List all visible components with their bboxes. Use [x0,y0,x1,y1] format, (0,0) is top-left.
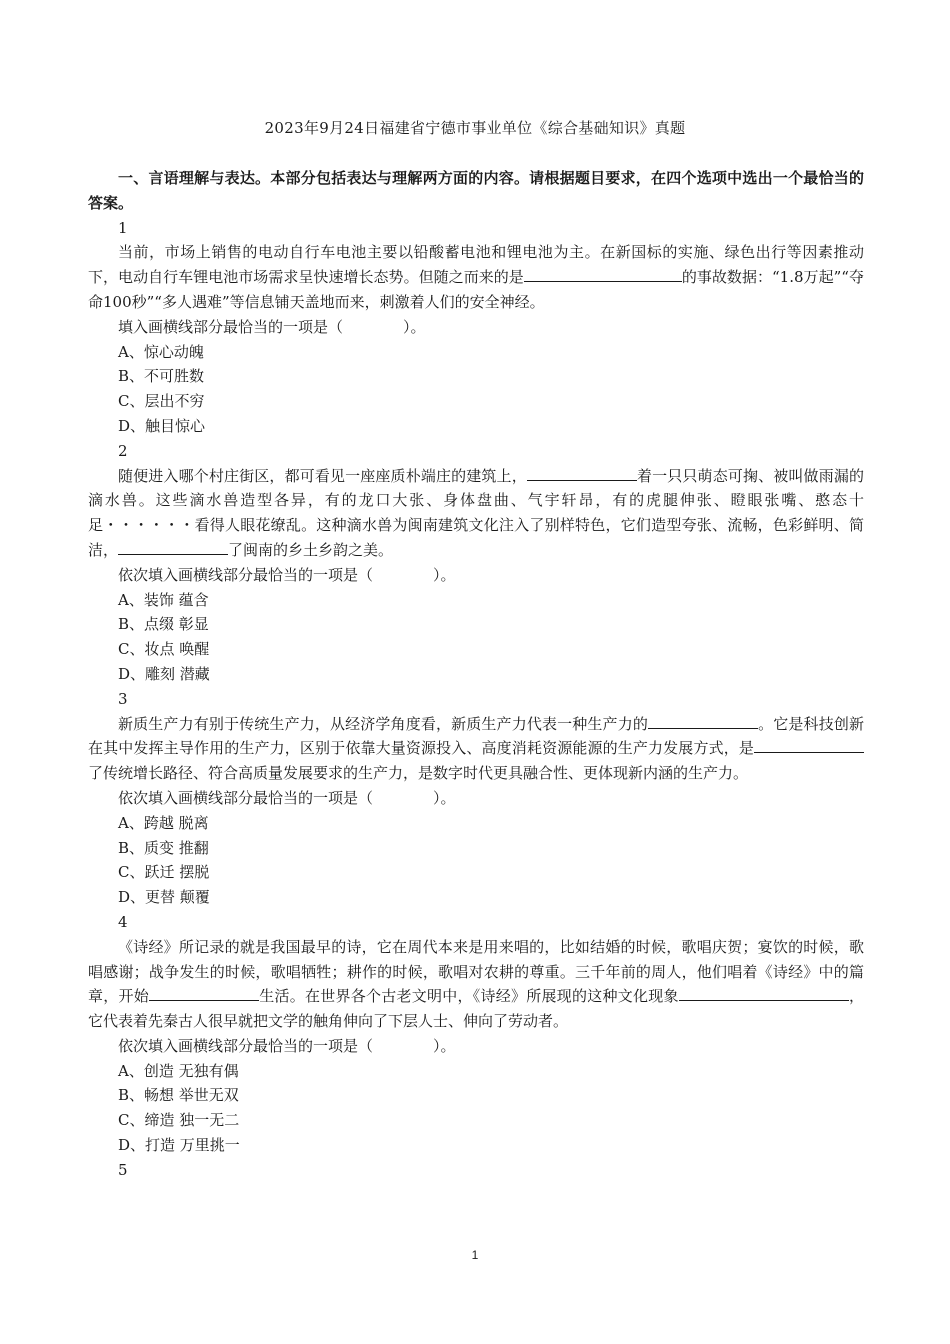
question-1-number: 1 [118,218,128,237]
document-body [88,166,864,1183]
question-2-option-b: B、点缀 彰显 [118,615,209,634]
question-3-option-c: C、跃迁 摆脱 [118,863,210,882]
question-4-prompt: 依次填入画横线部分最恰当的一项是（ ）。 [118,1036,456,1055]
question-2-option-d: D、雕刻 潜藏 [118,664,210,683]
question-2-stem-part-a: 随便进入哪个村庄街区，都可看见一座座质朴端庄的建筑上， [118,466,527,485]
question-3-option-b: B、质变 推翻 [118,838,209,857]
question-4-option-a: A、创造 无独有偶 [118,1061,239,1080]
question-4-blank-2 [679,984,849,1001]
question-3-stem-part-c: 了传统增长路径、符合高质量发展要求的生产力，是数字时代更具融合性、更体现新内涵的生产力。 [88,764,749,783]
question-2-stem [88,464,864,563]
question-1-stem-part-b: 的事故数据：“1.8万起”“夺命100秒”“多人遇难”等信息铺天盖地而来，刺激着人们的安全神经。 [88,268,864,311]
question-3-blank-1 [648,712,758,729]
question-1-blank [524,265,682,282]
question-3-prompt: 依次填入画横线部分最恰当的一项是（ ）。 [118,788,456,807]
question-1-stem-part-a: 当前，市场上销售的电动自行车电池主要以铅酸蓄电池和锂电池为主。在新国标的实施、绿色出行等因素推动下，电动自行车锂电池市场需求呈快速增长态势。但随之而来的是 [88,243,864,287]
question-2-option-a: A、装饰 蕴含 [118,590,209,609]
question-1-option-a: A、惊心动魄 [118,342,204,361]
question-2-stem-part-b: 着一只只萌态可掬、被叫做雨漏的滴水兽。这些滴水兽造型各异，有的龙口大张、身体盘曲、气宇轩昂，有的虎腿伸张、瞪眼张嘴、憨态十足・・・・・・看得人眼花缭乱。这种滴水兽为闽南建筑文化注入了别样特色，它们造型夸张、流畅，色彩鲜明、简洁， [88,466,864,559]
question-3-stem [88,712,864,786]
question-3-number: 3 [118,689,128,708]
question-3-stem-part-a: 新质生产力有别于传统生产力，从经济学角度看，新质生产力代表一种生产力的 [118,714,648,733]
question-2-prompt: 依次填入画横线部分最恰当的一项是（ ）。 [118,565,456,584]
question-4-stem-part-b: 生活。在世界各个古老文明中，《诗经》所展现的这种文化现象 [259,987,679,1006]
document-title: 2023年9月24日福建省宁德市事业单位《综合基础知识》真题 [264,119,686,137]
question-3-blank-2 [754,736,864,753]
question-3-option-d: D、更替 颠覆 [118,888,210,907]
page-number: 1 [471,1248,479,1262]
question-4-stem-part-a: 《诗经》所记录的就是我国最早的诗，它在周代本来是用来唱的，比如结婚的时候，歌唱庆贺；宴饮的时候，歌唱感谢；战争发生的时候，歌唱牺牲；耕作的时候，歌唱对农耕的尊重。三千年前的周人，他们唱着《诗经》中的篇章，开始 [88,937,864,1006]
question-2-number: 2 [118,441,128,460]
question-4-option-b: B、畅想 举世无双 [118,1086,239,1105]
question-2-blank-2 [118,538,228,555]
question-2-stem-part-c: 了闽南的乡土乡韵之美。 [228,540,394,559]
question-4-stem [88,935,864,1034]
question-2-option-c: C、妆点 唤醒 [118,640,210,659]
question-1-stem [88,240,864,314]
question-5-number: 5 [118,1160,128,1179]
question-4-option-d: D、打造 万里挑一 [118,1136,240,1155]
question-1-option-b: B、不可胜数 [118,367,205,386]
section-heading: 一、言语理解与表达。本部分包括表达与理解两方面的内容。请根据题目要求，在四个选项中选出一个最恰当的答案。 [88,169,864,212]
question-1-prompt: 填入画横线部分最恰当的一项是（ ）。 [118,317,426,336]
question-2-blank-1 [527,464,637,481]
question-1-option-d: D、触目惊心 [118,416,206,435]
question-4-stem-part-c: ，它代表着先秦古人很早就把文学的触角伸向了下层人士、伸向了劳动者。 [88,987,864,1031]
question-4-number: 4 [118,912,128,931]
question-3-stem-part-b: 。它是科技创新在其中发挥主导作用的生产力，区别于依靠大量资源投入、高度消耗资源能源的生产力发展方式，是 [88,714,864,758]
question-3-option-a: A、跨越 脱离 [118,813,209,832]
question-1-option-c: C、层出不穷 [118,392,205,411]
question-4-option-c: C、缔造 独一无二 [118,1111,240,1130]
question-4-blank-1 [149,984,259,1001]
